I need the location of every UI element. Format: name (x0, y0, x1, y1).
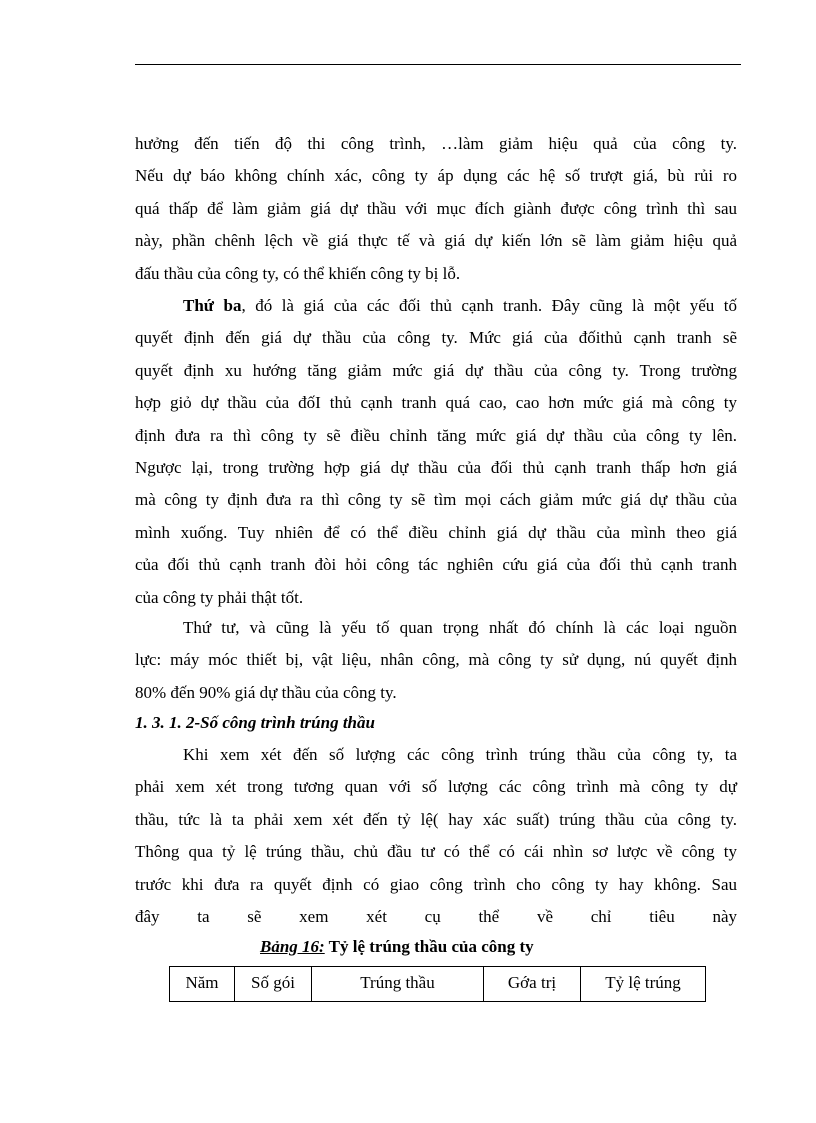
paragraph-section (135, 739, 737, 933)
text-line: của công ty phải thật tốt. (135, 587, 304, 607)
text-line: mà công ty định đưa ra thì công ty sẽ tìm mọi cách giảm mức giá dự thầu của (135, 490, 737, 510)
header-cell-win-rate: Tỷ lệ trúng (581, 967, 706, 1002)
paragraph-continuation (135, 128, 737, 290)
paragraph-third-factor (135, 290, 737, 614)
text-line: 80% đến 90% giá dự thầu của công ty. (135, 682, 397, 702)
paragraph-fourth-factor (135, 612, 737, 709)
text-run: , đó là giá của các đối thủ cạnh tranh. Đây cũng là một yếu tố (241, 296, 737, 315)
section-heading-block (135, 707, 737, 739)
text-line: quyết định đến giá dự thầu của công ty. Mức giá của đốithủ cạnh tranh sẽ (135, 328, 737, 348)
table-caption (260, 937, 534, 957)
text-line: mình xuống. Tuy nhiên để có thể điều chỉnh giá dự thầu của mình theo giá (135, 522, 737, 542)
table-caption-title: Tỷ lệ trúng thầu của công ty (324, 937, 534, 956)
header-rule (135, 64, 741, 65)
text-line: đây ta sẽ xem xét cụ thể về chỉ tiêu này (135, 906, 737, 926)
text-line: Thứ tư, và cũng là yếu tố quan trọng nhất đó chính là các loại nguồn (183, 618, 737, 637)
win-rate-table (169, 966, 706, 1002)
section-heading: 1. 3. 1. 2-Số công trình trúng thầu (135, 713, 375, 732)
header-cell-won: Trúng thầu (312, 967, 484, 1002)
text-line (135, 290, 737, 322)
header-cell-value: Gớa trị (484, 967, 581, 1002)
header-cell-year: Năm (170, 967, 235, 1002)
text-line: Ngược lại, trong trường hợp giá dự thầu của đối thủ cạnh tranh thấp hơn giá (135, 457, 737, 477)
text-line: Nếu dự báo không chính xác, công ty áp dụng các hệ số trượt giá, bù rủi ro (135, 166, 737, 186)
text-line: định đưa ra thì công ty sẽ điều chỉnh tăng mức giá dự thầu của công ty lên. (135, 425, 737, 445)
text-line: đấu thầu của công ty, có thể khiến công ty bị lỗ. (135, 263, 461, 283)
text-line: Thông qua tỷ lệ trúng thầu, chủ đầu tư có thể có cái nhìn sơ lược về công ty (135, 842, 737, 862)
text-line: này, phần chênh lệch về giá thực tế và giá dự kiến lớn sẽ làm giảm hiệu quả (135, 231, 737, 251)
text-line: quá thấp để làm giảm giá dự thầu với mục đích giành được công trình thì sau (135, 198, 737, 218)
table-caption-label: Bảng 16: (260, 937, 325, 956)
text-line: phải xem xét trong tương quan với số lượng các công trình mà công ty dự (135, 777, 737, 797)
text-line: hợp giỏ dự thầu của đốI thủ cạnh tranh quá cao, cao hơn mức giá mà công ty (135, 393, 737, 413)
text-line: Khi xem xét đến số lượng các công trình trúng thầu của công ty, ta (183, 745, 737, 764)
text-line: quyết định xu hướng tăng giảm mức giá dự thầu của công ty. Trong trường (135, 360, 737, 380)
text-line: hưởng đến tiến độ thi công trình, …làm giảm hiệu quả của công ty. (135, 134, 737, 153)
bold-lead: Thứ ba (183, 296, 242, 315)
header-cell-packages: Số gói (235, 967, 312, 1002)
table-header-row (170, 967, 706, 1002)
text-line: của đối thủ cạnh tranh đòi hỏi công tác nghiên cứu giá của đối thủ cạnh tranh (135, 555, 737, 575)
text-line: trước khi đưa ra quyết định có giao công trình cho công ty hay không. Sau (135, 874, 737, 894)
text-line: thầu, tức là ta phải xem xét đến tỷ lệ( hay xác suất) trúng thầu của công ty. (135, 809, 737, 829)
text-line: lực: máy móc thiết bị, vật liệu, nhân công, mà công ty sử dụng, nú quyết định (135, 650, 737, 670)
